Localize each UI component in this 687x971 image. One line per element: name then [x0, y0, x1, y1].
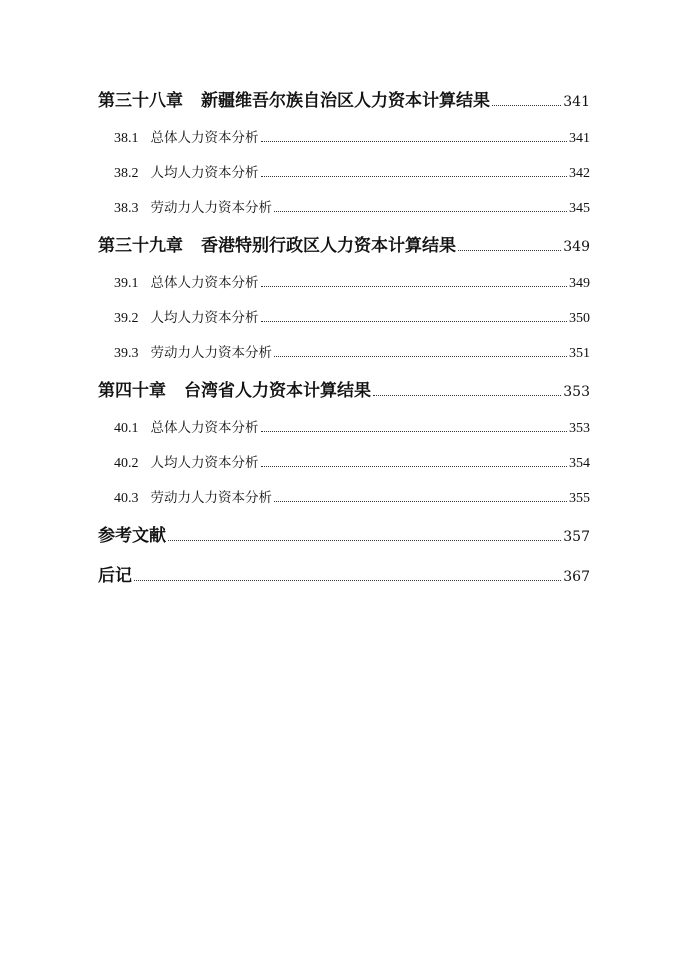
- section-title: 总体人力资本分析: [150, 275, 259, 291]
- dot-leader: [261, 321, 568, 322]
- section-title: 人均人力资本分析: [150, 455, 259, 471]
- chapter-number: 第三十八章: [98, 91, 183, 111]
- page-number: 345: [569, 201, 590, 216]
- toc-section-38-1[interactable]: [98, 126, 590, 161]
- dot-leader: [274, 356, 567, 357]
- section-number: 40.1: [114, 421, 139, 436]
- dot-leader: [134, 580, 561, 581]
- section-title: 人均人力资本分析: [150, 165, 259, 181]
- page-number: 341: [569, 131, 590, 146]
- page-number: 353: [569, 421, 590, 436]
- dot-leader: [261, 176, 568, 177]
- section-number: 40.3: [114, 491, 139, 506]
- chapter-number: 第四十章: [98, 381, 166, 401]
- toc-section-39-1[interactable]: [98, 271, 590, 306]
- dot-leader: [274, 211, 567, 212]
- page-number: 342: [569, 166, 590, 181]
- chapter-title: 台湾省人力资本计算结果: [184, 381, 371, 401]
- section-title: 总体人力资本分析: [150, 420, 259, 436]
- page-number: 357: [563, 529, 590, 545]
- toc-references[interactable]: [98, 521, 590, 561]
- toc-section-38-3[interactable]: [98, 196, 590, 231]
- section-number: 40.2: [114, 456, 139, 471]
- section-number: 39.1: [114, 276, 139, 291]
- page-number: 354: [569, 456, 590, 471]
- page-number: 351: [569, 346, 590, 361]
- afterword-title: 后记: [98, 566, 132, 586]
- section-title: 人均人力资本分析: [150, 310, 259, 326]
- section-title: 劳动力人力资本分析: [150, 490, 272, 506]
- page-number: 349: [563, 239, 590, 255]
- dot-leader: [261, 141, 568, 142]
- toc-section-40-3[interactable]: [98, 486, 590, 521]
- chapter-number: 第三十九章: [98, 236, 183, 256]
- toc-chapter-40[interactable]: [98, 376, 590, 416]
- dot-leader: [168, 540, 561, 541]
- page-number: 349: [569, 276, 590, 291]
- chapter-title: 新疆维吾尔族自治区人力资本计算结果: [201, 91, 490, 111]
- section-number: 38.3: [114, 201, 139, 216]
- dot-leader: [261, 466, 568, 467]
- dot-leader: [458, 250, 561, 251]
- page-number: 353: [563, 384, 590, 400]
- chapter-title: 香港特别行政区人力资本计算结果: [201, 236, 456, 256]
- toc-section-39-3[interactable]: [98, 341, 590, 376]
- dot-leader: [261, 286, 568, 287]
- page-number: 341: [563, 94, 590, 110]
- toc-afterword[interactable]: [98, 561, 590, 603]
- toc-section-40-2[interactable]: [98, 451, 590, 486]
- page-number: 350: [569, 311, 590, 326]
- dot-leader: [261, 431, 568, 432]
- page-number: 367: [563, 569, 590, 585]
- toc-section-39-2[interactable]: [98, 306, 590, 341]
- table-of-contents: [98, 86, 590, 603]
- dot-leader: [274, 501, 567, 502]
- section-number: 39.3: [114, 346, 139, 361]
- section-number: 38.1: [114, 131, 139, 146]
- toc-section-40-1[interactable]: [98, 416, 590, 451]
- dot-leader: [373, 395, 561, 396]
- dot-leader: [492, 105, 561, 106]
- section-title: 劳动力人力资本分析: [150, 345, 272, 361]
- section-title: 总体人力资本分析: [150, 130, 259, 146]
- section-number: 38.2: [114, 166, 139, 181]
- section-number: 39.2: [114, 311, 139, 326]
- section-title: 劳动力人力资本分析: [150, 200, 272, 216]
- toc-chapter-39[interactable]: [98, 231, 590, 271]
- toc-chapter-38[interactable]: [98, 86, 590, 126]
- references-title: 参考文献: [98, 526, 166, 546]
- toc-section-38-2[interactable]: [98, 161, 590, 196]
- page-number: 355: [569, 491, 590, 506]
